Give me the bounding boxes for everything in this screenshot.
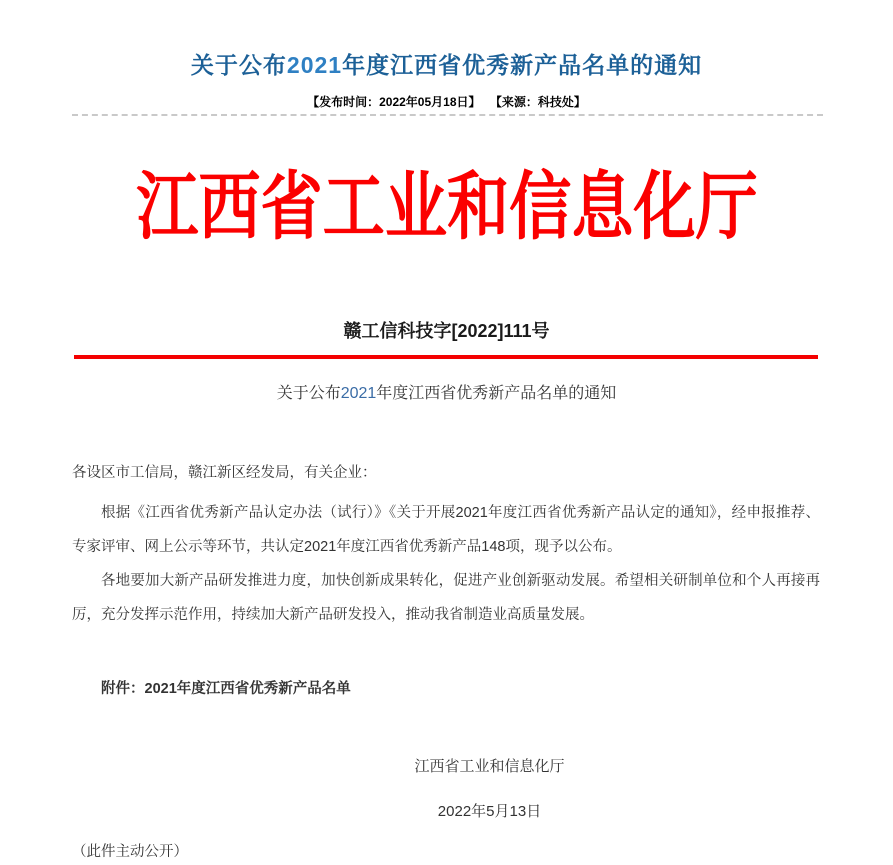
attachment-line: 附件：2021年度江西省优秀新产品名单 [101,680,351,697]
publish-time: 【发布时间：2022年05月18日】 [307,94,481,109]
source-label: 【来源：科技处】 [489,94,586,109]
signature-org: 江西省工业和信息化厅 [414,757,565,775]
document-subtitle-suffix: 年度江西省优秀新产品名单的通知 [376,384,617,402]
letterhead [0,156,893,258]
page-title-suffix: 年度江西省优秀新产品名单的通知 [342,52,703,79]
meta-line [0,95,893,110]
dashed-separator [72,114,823,116]
body-paragraph-1: 根据《江西省优秀新产品认定办法（试行）》《关于开展2021年度江西省优秀新产品认定的通知》，经申报推荐、专家评审、网上公示等环节，共认定2021年度江西省优秀新产品148项，现予以公布。 [72,504,820,555]
document-body [72,456,820,706]
signature-date: 2022年5月13日 [437,802,542,820]
document-number: 赣工信科技字[2022]111号 [343,320,550,341]
document-subtitle [0,384,893,404]
document-subtitle-year: 2021 [340,384,377,402]
document-subtitle-prefix: 关于公布 [276,384,341,402]
red-rule [74,355,818,359]
signature-block [43,750,893,829]
body-paragraph-2: 各地要加大新产品研发推进力度，加快创新成果转化，促进产业创新驱动发展。希望相关研制单位和个人再接再厉，充分发挥示范作用，持续加大新产品研发投入，推动我省制造业高质量发展。 [72,572,820,623]
footer-note: （此件主动公开） [72,843,188,860]
page-title-prefix: 关于公布 [190,52,287,79]
page-title-year: 2021 [286,52,343,79]
letterhead-text: 江西省工业和信息化厅 [135,163,758,250]
salutation: 各设区市工信局，赣江新区经发局，有关企业： [72,464,377,481]
page-title [0,15,893,79]
